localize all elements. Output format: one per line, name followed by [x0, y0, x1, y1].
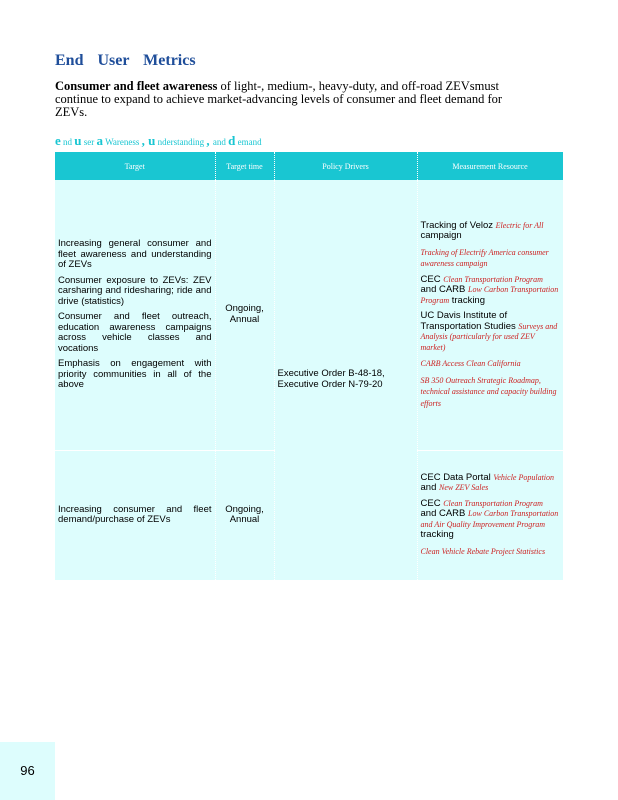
target-item: Increasing consumer and fleet demand/purchase of ZEVs	[58, 503, 212, 525]
caption-part: d	[228, 133, 236, 148]
resource-item	[421, 499, 560, 541]
table-row	[55, 180, 563, 450]
resource-text: and CARB	[420, 284, 469, 295]
resource-link[interactable]: SB 350 Outreach Strategic Roadmap, technical assistance and capacity building efforts	[420, 375, 557, 408]
target-cell	[55, 450, 215, 580]
header-policy-drivers: Policy Drivers	[274, 152, 417, 180]
caption-part: ser	[81, 137, 97, 147]
resource-item	[421, 221, 560, 242]
caption-part: Wareness	[103, 137, 142, 147]
target-cell	[55, 180, 215, 450]
resource-link[interactable]: Clean Transportation Program	[443, 274, 543, 284]
policy-drivers-cell: Executive Order B-48-18, Executive Order N-79-20	[274, 180, 417, 580]
resource-text: UC Davis Institute of Transportation Studies	[420, 310, 519, 332]
resource-link[interactable]: Tracking of Electrify America consumer awareness campaign	[420, 247, 549, 268]
resource-text: CEC Data Portal	[420, 471, 494, 483]
intro-paragraph	[55, 80, 535, 119]
target-item: Consumer and fleet outreach, education awareness campaigns across vehicle classes and vocations	[58, 311, 212, 354]
resource-item	[421, 473, 560, 494]
resource-link[interactable]: Low Carbon Transportation and Air Quality Improvement Program	[420, 509, 559, 529]
target-item: Consumer exposure to ZEVs: ZEV carsharing and ridesharing; ride and drive (statistics)	[58, 274, 212, 307]
resource-link[interactable]: New ZEV Sales	[439, 483, 489, 493]
resource-link[interactable]: Electric for All	[495, 220, 544, 230]
caption-part: a	[96, 133, 104, 148]
header-target: Target	[55, 152, 215, 180]
caption-part: nderstanding	[155, 137, 207, 147]
resource-link[interactable]: CARB Access Clean California	[420, 359, 521, 368]
resource-text: campaign	[420, 230, 462, 241]
header-timeline: Target time	[215, 152, 274, 180]
resource-link[interactable]: Clean Vehicle Rebate Project Statistics	[420, 546, 546, 556]
timeline-cell: Ongoing, Annual	[215, 180, 274, 450]
target-item: Emphasis on engagement with priority communities in all of the above	[58, 358, 212, 390]
caption-part: u	[74, 133, 82, 148]
resource-text: and CARB	[420, 508, 469, 520]
resource-text: and	[420, 482, 439, 494]
resource-item	[421, 275, 560, 307]
header-measurement-resource: Measurement Resource	[417, 152, 563, 180]
page-number: 96	[20, 763, 35, 778]
caption-part: nd	[60, 137, 75, 147]
caption-part: e	[55, 133, 61, 148]
resource-link[interactable]: Clean Transportation Program	[443, 498, 543, 508]
resource-text: CEC	[420, 273, 444, 285]
caption-part: ,	[206, 133, 213, 148]
metrics-table	[55, 152, 564, 581]
resource-cell	[417, 450, 563, 580]
resource-link[interactable]: Vehicle Population	[493, 472, 555, 482]
intro-rest: of light-, medium-, heavy-duty, and off-road ZEVsmust continue to expand to achieve market-advancing levels of consumer and fleet demand for ZEVs.	[55, 79, 503, 119]
resource-link[interactable]: Surveys and Analysis (particularly for used ZEV market)	[420, 321, 558, 352]
resource-link[interactable]: Low Carbon Transportation Program	[420, 285, 559, 305]
caption-part: and	[212, 137, 229, 147]
timeline-cell: Ongoing, Annual	[215, 450, 274, 580]
resource-text: CEC	[420, 497, 444, 509]
resource-text: tracking	[449, 294, 485, 306]
section-heading: End User Metrics	[55, 52, 196, 69]
caption-part: , u	[141, 133, 156, 148]
resource-cell	[417, 180, 563, 450]
table-caption	[55, 133, 535, 149]
resource-text: Tracking of Veloz	[420, 219, 496, 231]
caption-part: emand	[235, 137, 262, 147]
resource-item	[421, 311, 560, 353]
resource-text: tracking	[420, 529, 454, 541]
table-header-row	[55, 152, 563, 180]
target-item: Increasing general consumer and fleet awareness and understanding of ZEVs	[58, 238, 212, 270]
intro-bold: Consumer and fleet awareness	[55, 79, 218, 93]
